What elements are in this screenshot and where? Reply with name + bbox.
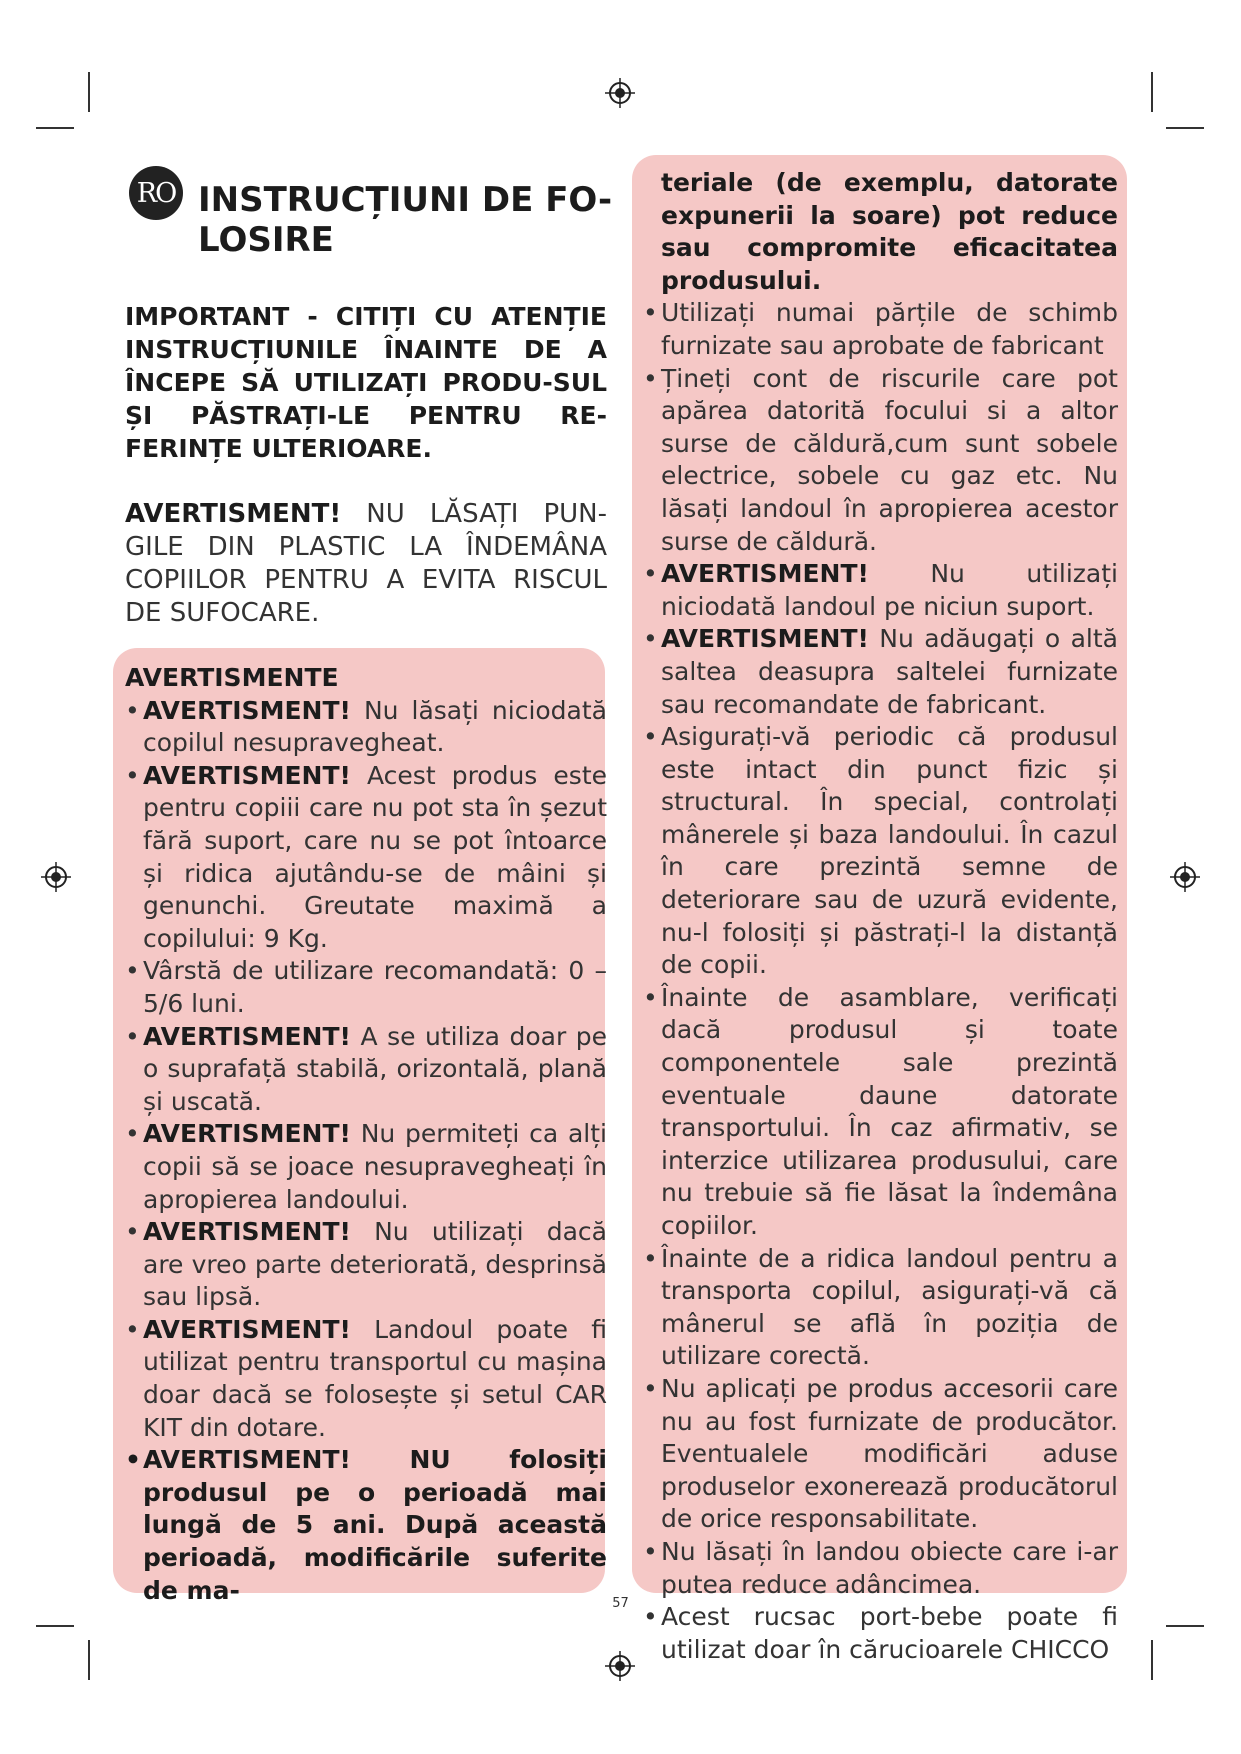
list-item: [643, 623, 1118, 721]
item-text: Landoul poate fi utilizat pentru transportul cu mașina doar dacă se folosește și setul CAR KIT din dotare.: [143, 1314, 608, 1442]
item-text: Nu utilizați niciodată landoul pe niciun suport.: [661, 559, 1118, 621]
list-item: [643, 1243, 1118, 1373]
page-number: 57: [612, 1596, 629, 1611]
crop-mark: [1151, 1640, 1153, 1680]
registration-mark-icon: [1170, 862, 1200, 892]
warning-label: AVERTISMENT!: [143, 760, 351, 790]
item-text: Înainte de asamblare, verificați dacă produsul și toate componentele sale prezintă eventuale daune datorate transportului. În caz afirmativ, se interzice utilizarea produsului, care nu trebuie să fie lăsat la îndemâna copiilor.: [661, 982, 1118, 1240]
warnings-section: [125, 662, 607, 1607]
registration-mark-icon: [605, 1651, 635, 1681]
list-item: [643, 982, 1118, 1243]
crop-mark: [1166, 1625, 1204, 1627]
warnings-list: [125, 695, 607, 1608]
item-text: Acest produs este pentru copiii care nu pot sta în șezut fără suport, care nu se pot întoarce și ridica ajutându-se de mâini și genunchi. Greutate maximă a copilului: 9 Kg.: [143, 760, 608, 953]
crop-mark: [88, 72, 90, 112]
section-heading: AVERTISMENTE: [125, 663, 339, 692]
list-item: [643, 363, 1118, 559]
crop-mark: [1151, 72, 1153, 112]
item-text: Nu lăsați niciodată copilul nesupravegheat.: [143, 695, 607, 758]
list-item: [643, 721, 1118, 982]
item-text: Nu aplicați pe produs accesorii care nu au fost furnizate de producător. Eventualele modificări aduse produselor exonerează producătorul de orice responsabilitate.: [661, 1373, 1118, 1534]
registration-mark-icon: [605, 78, 635, 108]
item-text: Țineți cont de riscurile care pot apărea datorită focului si a altor surse de căldură,cum sunt sobele electrice, sobele cu gaz etc. Nu lăsați landoul în apropierea acestor surse de căldură.: [661, 363, 1118, 556]
item-text: Înainte de a ridica landoul pentru a transporta copilul, asigurați-vă că mânerul se află în poziția de utilizare corectă.: [661, 1243, 1118, 1371]
list-item: [125, 1314, 607, 1444]
warning-label: AVERTISMENT!: [125, 499, 342, 529]
item-text: Nu permiteți ca alți copii să se joace nesupravegheați în apropierea landoului.: [143, 1119, 607, 1214]
plastic-bag-warning: [125, 498, 607, 630]
crop-mark: [36, 1625, 74, 1627]
warning-text: NU LĂSAȚI PUN-GILE DIN PLASTIC LA ÎNDEMÂNA COPIILOR PENTRU A EVITA RISCUL DE SUFOCARE.: [125, 499, 607, 628]
list-item: [125, 760, 607, 956]
list-item: [643, 1536, 1118, 1601]
warning-label: AVERTISMENT!: [143, 1021, 351, 1051]
registration-mark-icon: [41, 862, 71, 892]
language-badge: RO: [129, 166, 183, 220]
warnings-list-continued: [643, 297, 1118, 1666]
list-item: [643, 1373, 1118, 1536]
list-item: [643, 297, 1118, 362]
page-title: INSTRUCȚIUNI DE FO-LOSIRE: [198, 180, 613, 260]
continuation-text: teriale (de exemplu, datorate expunerii la soare) pot reduce sau compromite eficacitatea produsului.: [661, 168, 1118, 295]
item-text: Asigurați-vă periodic că produsul este intact din punct fizic și structural. În special, controlați mânerele și baza landoului. În cazul în care prezintă semne de deteriorare sau de uzură evidente, nu-l folosiți și păstrați-l la distanță de copii.: [661, 722, 1118, 980]
item-text: AVERTISMENT! NU folosiți produsul pe o perioadă mai lungă de 5 ani. După această perioadă, modificările suferite de ma-: [143, 1445, 607, 1605]
warning-label: AVERTISMENT!: [661, 624, 869, 654]
warning-label: AVERTISMENT!: [143, 1217, 351, 1247]
item-text: Nu adăugați o altă saltea deasupra saltelei furnizate sau recomandate de fabricant.: [661, 624, 1118, 719]
warning-label: AVERTISMENT!: [143, 1314, 351, 1344]
crop-mark: [1166, 127, 1204, 129]
warnings-continued: [643, 167, 1118, 1666]
list-item: [125, 1216, 607, 1314]
important-notice: IMPORTANT - CITIȚI CU ATENȚIE INSTRUCȚIUNILE ÎNAINTE DE A ÎNCEPE SĂ UTILIZAȚI PRODU-SUL ȘI PĂSTRAȚI-LE PENTRU RE-FERINȚE ULTERIOARE.: [125, 302, 607, 463]
item-text: A se utiliza doar pe o suprafață stabilă, orizontală, plană și uscată.: [143, 1021, 607, 1116]
crop-mark: [36, 127, 74, 129]
warning-label: AVERTISMENT!: [143, 695, 351, 725]
item-text: Utilizați numai părțile de schimb furnizate sau aprobate de fabricant: [661, 298, 1118, 360]
list-item: [643, 558, 1118, 623]
list-item: [125, 1118, 607, 1216]
item-text: Nu utilizați dacă are vreo parte deteriorată, desprinsă sau lipsă.: [143, 1217, 607, 1312]
list-item: [125, 1444, 607, 1607]
item-text: Nu lăsați în landou obiecte care i-ar putea reduce adâncimea.: [661, 1536, 1118, 1599]
list-item: [125, 1021, 607, 1119]
item-text: Vârstă de utilizare recomandată: 0 – 5/6 luni.: [143, 956, 607, 1018]
warning-label: AVERTISMENT!: [143, 1119, 351, 1149]
item-text: Acest rucsac port-bebe poate fi utilizat doar în cărucioarele CHICCO: [661, 1602, 1118, 1664]
warning-label: AVERTISMENT!: [661, 559, 869, 589]
list-item: [125, 955, 607, 1020]
crop-mark: [88, 1640, 90, 1680]
list-item: [125, 695, 607, 760]
